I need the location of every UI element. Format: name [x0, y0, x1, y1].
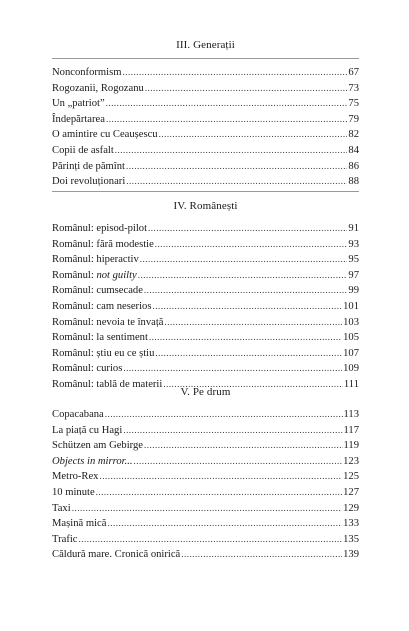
section-title: V. Pe drum	[180, 386, 231, 398]
entry-page: 91	[348, 223, 359, 234]
entry-page: 79	[348, 113, 359, 125]
toc-entry	[52, 237, 359, 253]
section-title: IV. Românești	[173, 200, 238, 212]
dot-leader	[149, 330, 342, 346]
dot-leader	[126, 174, 347, 190]
entry-title: Objects in mirror...	[52, 455, 133, 467]
entry-page: 109	[343, 363, 359, 375]
dot-leader	[144, 283, 348, 299]
dot-leader	[106, 96, 348, 112]
entry-title: Căldură mare. Cronică onirică	[52, 549, 181, 561]
toc-entry	[52, 547, 359, 563]
toc-entry	[52, 252, 359, 268]
toc-entry-list	[52, 65, 359, 190]
toc-entry	[52, 469, 359, 485]
dot-leader	[99, 469, 342, 485]
entry-title: Românul: fără modestie	[52, 238, 154, 250]
entry-title: O amintire cu Ceaușescu	[52, 129, 158, 141]
dot-leader	[134, 454, 343, 470]
toc-entry	[52, 299, 359, 315]
entry-title: Schützen am Gebirge	[52, 440, 143, 452]
entry-page: 84	[348, 144, 359, 156]
dot-leader	[123, 361, 342, 377]
entry-page: 99	[348, 285, 359, 297]
dot-leader	[145, 81, 348, 97]
entry-title: Românul: curios	[52, 363, 123, 375]
toc-entry	[52, 65, 359, 81]
entry-title: Nonconformism	[52, 67, 122, 78]
entry-title: Trafic	[52, 533, 78, 545]
dot-leader	[165, 315, 343, 331]
entry-title: Românul: știu eu ce știu	[52, 347, 155, 359]
entry-page: 95	[348, 254, 359, 266]
section-title: III. Generații	[176, 39, 235, 51]
dot-leader	[122, 65, 347, 81]
toc-entry	[52, 112, 359, 128]
entry-page: 88	[348, 176, 359, 188]
entry-title: Un „patriot”	[52, 98, 105, 110]
toc-entry	[52, 159, 359, 175]
entry-title: Taxi	[52, 502, 71, 514]
dot-leader	[96, 485, 342, 501]
toc-section-generatii	[52, 39, 359, 190]
toc-entry	[52, 423, 359, 439]
entry-page: 129	[343, 502, 359, 514]
entry-title: Doi revoluționari	[52, 176, 126, 188]
entry-title: Metro-Rex	[52, 471, 99, 483]
entry-page: 139	[343, 549, 359, 561]
toc-section-pe-drum	[52, 386, 359, 563]
toc-entry	[52, 96, 359, 112]
toc-entry	[52, 81, 359, 97]
entry-title: Românul: nevoia te învață	[52, 316, 164, 328]
dot-leader	[123, 423, 342, 439]
entry-page: 67	[348, 67, 359, 78]
toc-entry	[52, 283, 359, 299]
entry-title: Românul: cumsecade	[52, 285, 143, 297]
toc-section-romanesti	[52, 200, 359, 393]
toc-entry	[52, 268, 359, 284]
toc-entry	[52, 485, 359, 501]
entry-title	[52, 268, 137, 284]
entry-title: Părinți de pămînt	[52, 160, 125, 172]
entry-page: 127	[343, 486, 359, 498]
toc-entry	[52, 127, 359, 143]
dot-leader	[72, 501, 342, 517]
entry-title: Românul: episod-pilot	[52, 223, 148, 234]
entry-page: 97	[348, 269, 359, 281]
entry-page: 113	[343, 409, 359, 420]
toc-entry	[52, 221, 359, 237]
entry-page: 117	[343, 424, 359, 436]
entry-page: 111	[343, 378, 359, 390]
dot-leader	[152, 299, 342, 315]
dot-leader	[155, 237, 348, 253]
entry-title: Îndepărtarea	[52, 113, 105, 125]
entry-page: 125	[343, 471, 359, 483]
toc-entry	[52, 330, 359, 346]
entry-title: Copii de asfalt	[52, 144, 114, 156]
dot-leader	[115, 143, 348, 159]
toc-entry	[52, 143, 359, 159]
toc-entry	[52, 516, 359, 532]
toc-entry	[52, 532, 359, 548]
entry-title: Copacabana	[52, 409, 104, 420]
entry-title: Românul: tablă de materii	[52, 378, 163, 390]
entry-title: Românul: la sentiment	[52, 332, 148, 344]
entry-page: 119	[343, 440, 359, 452]
toc-entry	[52, 501, 359, 517]
toc-entry	[52, 174, 359, 190]
dot-leader	[159, 127, 348, 143]
entry-title: Mașină mică	[52, 518, 107, 530]
entry-title-prefix: Românul:	[52, 269, 97, 281]
toc-entry-list	[52, 221, 359, 393]
dot-leader	[148, 221, 347, 237]
entry-page: 86	[348, 160, 359, 172]
entry-page: 123	[343, 455, 359, 467]
entry-title: La piață cu Hagi	[52, 424, 123, 436]
dot-leader	[79, 532, 343, 548]
toc-entry	[52, 407, 359, 423]
dot-leader	[126, 159, 347, 175]
dot-leader	[138, 268, 348, 284]
entry-page: 73	[348, 82, 359, 94]
dot-leader	[144, 438, 343, 454]
entry-page: 105	[343, 332, 359, 344]
toc-entry	[52, 438, 359, 454]
entry-page: 107	[343, 347, 359, 359]
entry-page: 103	[343, 316, 359, 328]
dot-leader	[155, 346, 342, 362]
dot-leader	[106, 112, 347, 128]
entry-title: 10 minute	[52, 486, 95, 498]
dot-leader	[181, 547, 342, 563]
dot-leader	[140, 252, 348, 268]
entry-page: 133	[343, 518, 359, 530]
entry-title: Rogozanii, Rogozanu	[52, 82, 144, 94]
entry-page: 82	[348, 129, 359, 141]
toc-entry-list	[52, 407, 359, 563]
section-rule	[52, 191, 359, 192]
dot-leader	[105, 407, 343, 423]
entry-page: 75	[348, 98, 359, 110]
dot-leader	[107, 516, 342, 532]
entry-title: Românul: hiperactiv	[52, 254, 139, 266]
entry-page: 93	[348, 238, 359, 250]
toc-entry	[52, 361, 359, 377]
entry-title: Românul: cam neserios	[52, 300, 152, 312]
toc-entry	[52, 315, 359, 331]
entry-page: 135	[343, 533, 359, 545]
entry-title-italic: not guilty	[96, 269, 137, 281]
entry-page: 101	[343, 300, 359, 312]
toc-entry	[52, 346, 359, 362]
toc-entry	[52, 454, 359, 470]
